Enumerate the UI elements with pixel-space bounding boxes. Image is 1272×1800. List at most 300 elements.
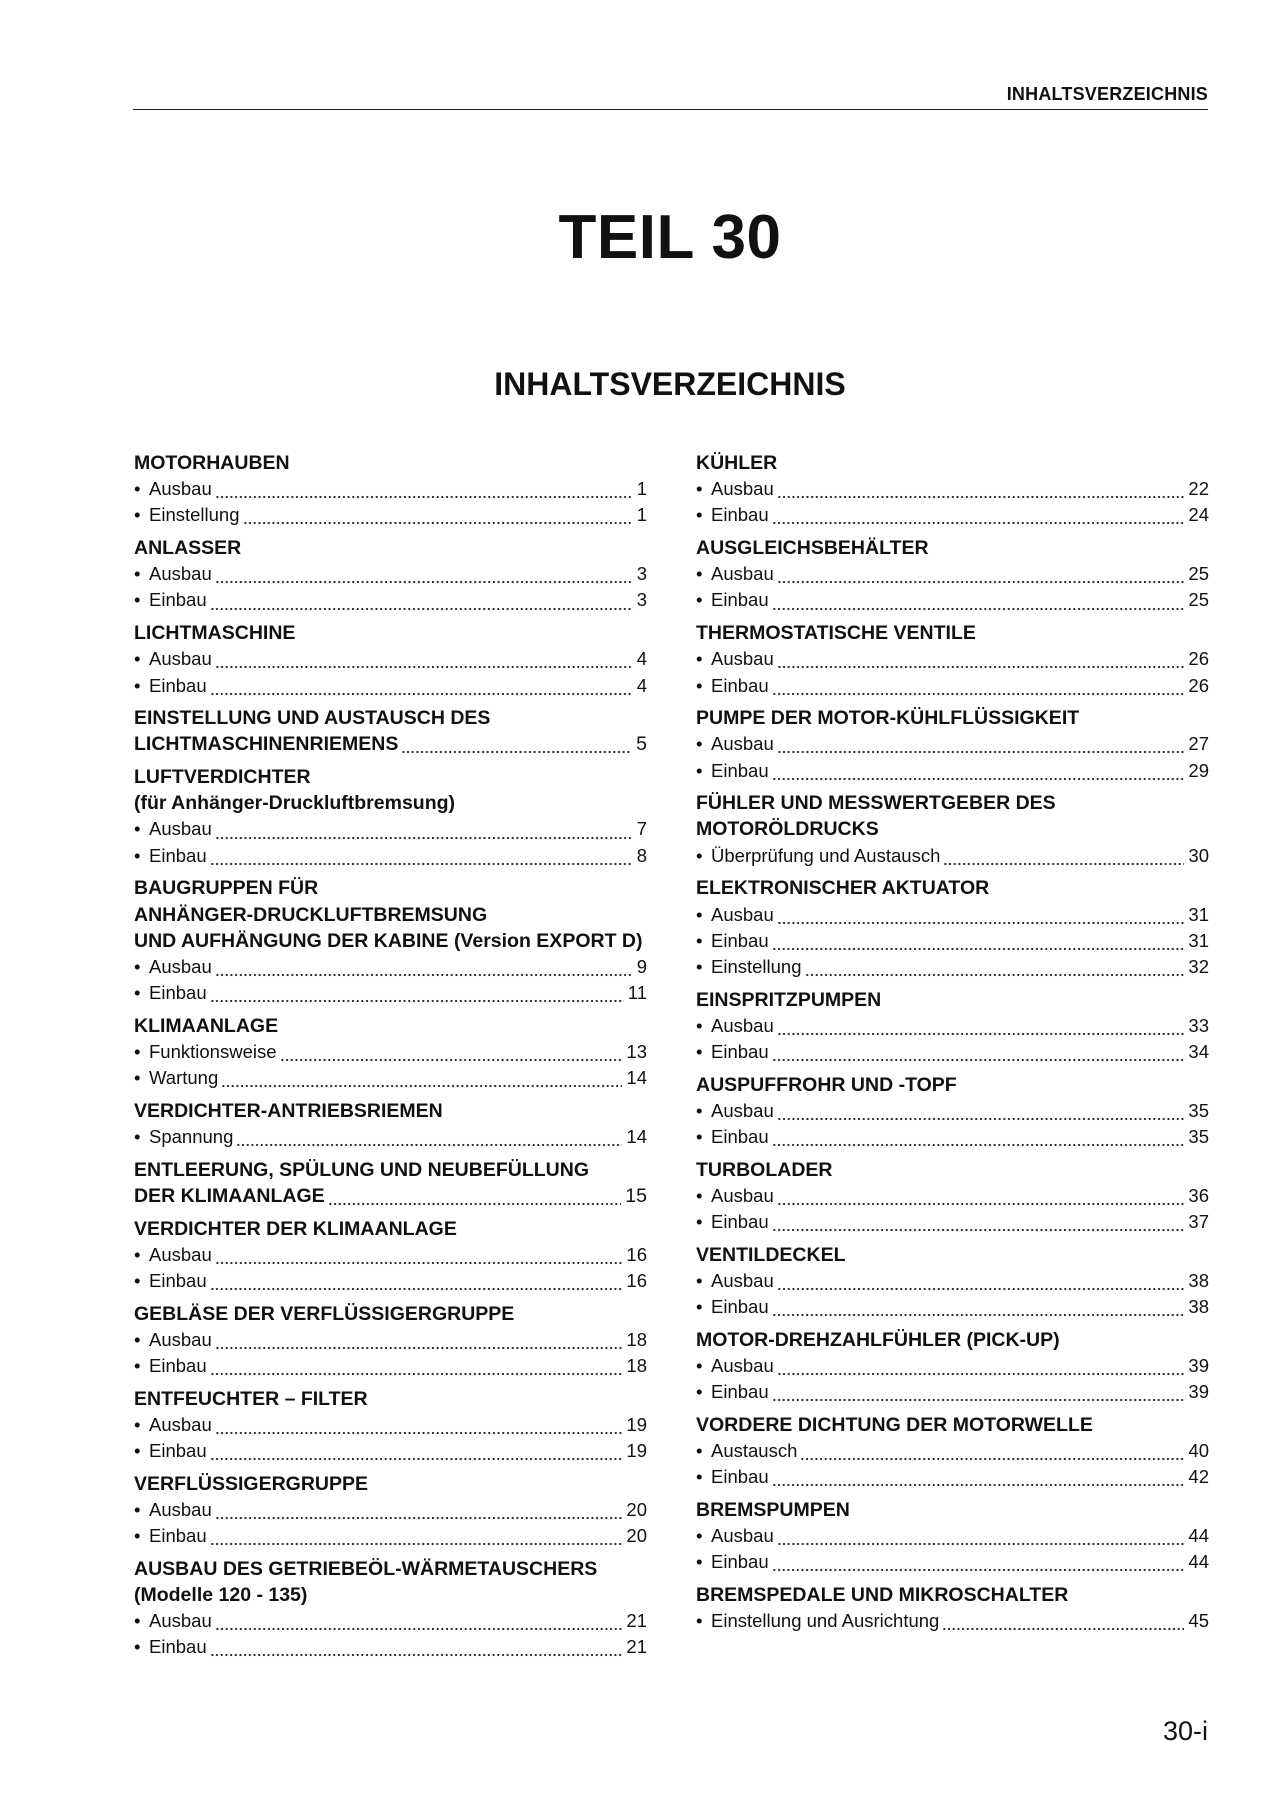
- toc-section: [134, 620, 647, 699]
- dot-leader: [215, 1253, 623, 1265]
- heading-text[interactable]: UND AUFHÄNGUNG DER KABINE (Version EXPORT D): [134, 929, 643, 952]
- page-number[interactable]: 16: [626, 1243, 647, 1265]
- entry-label[interactable]: Einbau: [711, 1466, 769, 1488]
- toc-entry[interactable]: [134, 1523, 647, 1549]
- entry-label[interactable]: Ausbau: [711, 1099, 774, 1121]
- toc-entry[interactable]: [134, 1268, 647, 1294]
- bullet-icon: •: [696, 955, 703, 977]
- heading-text[interactable]: AUSGLEICHSBEHÄLTER: [696, 537, 929, 560]
- entry-label[interactable]: Einbau: [711, 504, 769, 526]
- toc-entry[interactable]: [696, 928, 1209, 954]
- toc-section-heading: [134, 1216, 647, 1242]
- toc-entry[interactable]: [696, 1183, 1209, 1209]
- entry-label[interactable]: Ausbau: [711, 563, 774, 585]
- dot-leader: [280, 1050, 623, 1062]
- heading-text[interactable]: PUMPE DER MOTOR-KÜHLFLÜSSIGKEIT: [696, 707, 1080, 730]
- toc-entry[interactable]: [134, 1124, 647, 1150]
- entry-label[interactable]: Ausbau: [711, 1355, 774, 1376]
- entry-label[interactable]: Einbau: [711, 1296, 769, 1318]
- toc-section: [134, 1216, 647, 1295]
- toc-entry[interactable]: [696, 954, 1209, 980]
- heading-text[interactable]: DER KLIMAANLAGE: [134, 1184, 325, 1207]
- entry-label[interactable]: Einbau: [149, 1440, 207, 1462]
- bullet-icon: •: [134, 1525, 141, 1547]
- dot-leader: [805, 965, 1185, 977]
- toc-entry[interactable]: [134, 1039, 647, 1065]
- bullet-icon: •: [134, 1440, 141, 1462]
- page-number[interactable]: 31: [1188, 903, 1209, 925]
- page-number[interactable]: 8: [636, 844, 647, 866]
- toc-entry[interactable]: [696, 1464, 1209, 1490]
- bullet-icon: •: [696, 1466, 703, 1488]
- entry-label[interactable]: Ausbau: [711, 733, 774, 755]
- toc-entry[interactable]: [134, 1634, 647, 1660]
- dot-leader: [210, 1534, 623, 1546]
- heading-text[interactable]: AUSPUFFROHR UND -TOPF: [696, 1073, 957, 1096]
- entry-label[interactable]: Einstellung: [711, 955, 802, 977]
- bullet-icon: •: [696, 563, 703, 585]
- entry-label[interactable]: Ausbau: [149, 1328, 212, 1350]
- entry-label[interactable]: Ausbau: [711, 478, 774, 500]
- toc-section-heading: [696, 535, 1209, 561]
- heading-text[interactable]: ANHÄNGER-DRUCKLUFTBREMSUNG: [134, 903, 488, 926]
- toc-section: [696, 1497, 1209, 1576]
- entry-label[interactable]: Einbau: [149, 1269, 207, 1291]
- heading-text[interactable]: KLIMAANLAGE: [134, 1014, 279, 1037]
- bullet-icon: •: [696, 929, 703, 951]
- entry-label[interactable]: Ausbau: [149, 1243, 212, 1265]
- toc-section: [696, 1072, 1209, 1151]
- page-number[interactable]: 26: [1188, 674, 1209, 696]
- part-title: TEIL 30: [558, 203, 782, 272]
- heading-text[interactable]: LICHTMASCHINENRIEMENS: [134, 733, 399, 756]
- bullet-icon: •: [134, 1610, 141, 1632]
- dot-leader: [777, 742, 1185, 754]
- dot-leader: [215, 1423, 623, 1435]
- page-number[interactable]: 3: [636, 589, 647, 611]
- page-number[interactable]: 19: [626, 1413, 647, 1435]
- dot-leader: [401, 742, 632, 754]
- entry-label[interactable]: Funktionsweise: [149, 1040, 277, 1062]
- page-number[interactable]: 33: [1188, 1014, 1209, 1036]
- dot-leader: [221, 1076, 622, 1088]
- page-number[interactable]: 34: [1188, 1040, 1209, 1062]
- toc-section: [696, 705, 1209, 784]
- toc-section: [696, 790, 1209, 869]
- toc-entry[interactable]: [696, 902, 1209, 928]
- bullet-icon: •: [134, 1636, 141, 1658]
- heading-text[interactable]: EINSPRITZPUMPEN: [696, 988, 882, 1011]
- entry-label[interactable]: Einbau: [711, 1381, 769, 1403]
- heading-text[interactable]: MOTOR-DREHZAHLFÜHLER (PICK-UP): [696, 1328, 1060, 1351]
- toc-section-heading: [696, 1497, 1209, 1523]
- dot-leader: [772, 1390, 1185, 1402]
- toc-section: [134, 1301, 647, 1380]
- dot-leader: [772, 1560, 1185, 1572]
- heading-text[interactable]: ANLASSER: [134, 537, 242, 560]
- toc-section-heading: [696, 1157, 1209, 1183]
- heading-text[interactable]: BREMSPUMPEN: [696, 1498, 850, 1521]
- toc-section-heading: [134, 1301, 647, 1327]
- toc-entry[interactable]: [696, 843, 1209, 869]
- page-number[interactable]: 3: [636, 563, 647, 585]
- toc-section: [696, 875, 1209, 980]
- page-number[interactable]: 38: [1188, 1296, 1209, 1318]
- dot-leader: [777, 487, 1185, 499]
- toc-entry[interactable]: [134, 502, 647, 528]
- page-number[interactable]: 31: [1188, 929, 1209, 951]
- toc-entry[interactable]: [134, 1608, 647, 1634]
- toc-section: [134, 1013, 647, 1092]
- bullet-icon: •: [134, 1126, 141, 1147]
- toc-entry[interactable]: [134, 673, 647, 699]
- entry-label[interactable]: Spannung: [149, 1126, 234, 1147]
- dot-leader: [777, 1364, 1185, 1376]
- toc-section-heading: [696, 790, 1209, 816]
- entry-label[interactable]: Einbau: [149, 982, 207, 1004]
- dot-leader: [777, 1194, 1185, 1206]
- entry-label[interactable]: Einstellung: [149, 504, 240, 526]
- toc-entry[interactable]: [696, 1294, 1209, 1320]
- heading-text[interactable]: VORDERE DICHTUNG DER MOTORWELLE: [696, 1413, 1093, 1436]
- page-number[interactable]: 25: [1188, 563, 1209, 585]
- dot-leader: [777, 572, 1185, 584]
- toc-section-heading: [134, 450, 647, 476]
- entry-label[interactable]: Einbau: [711, 929, 769, 951]
- toc-entry[interactable]: [696, 731, 1209, 757]
- heading-text[interactable]: KÜHLER: [696, 452, 778, 474]
- page-number[interactable]: 16: [626, 1269, 647, 1291]
- dot-leader: [777, 1024, 1185, 1036]
- bullet-icon: •: [696, 1211, 703, 1233]
- page-number[interactable]: 37: [1188, 1211, 1209, 1233]
- toc-entry[interactable]: [134, 587, 647, 613]
- entry-label[interactable]: Ausbau: [711, 903, 774, 925]
- page-number[interactable]: 45: [1188, 1610, 1209, 1632]
- entry-label[interactable]: Ausbau: [711, 1525, 774, 1547]
- page-number[interactable]: 42: [1188, 1466, 1209, 1488]
- toc-section: [696, 535, 1209, 614]
- toc-section-heading: [134, 1013, 647, 1039]
- bullet-icon: •: [696, 504, 703, 526]
- page-number[interactable]: 7: [636, 818, 647, 840]
- toc-section: [696, 1242, 1209, 1321]
- toc-section-heading: [696, 450, 1209, 476]
- toc-section-heading: [696, 987, 1209, 1013]
- heading-text[interactable]: MOTORÖLDRUCKS: [696, 818, 879, 841]
- bullet-icon: •: [134, 1067, 141, 1089]
- toc-section-heading: [696, 620, 1209, 646]
- entry-label[interactable]: Austausch: [711, 1440, 798, 1462]
- dot-leader: [210, 1645, 623, 1657]
- heading-text[interactable]: LUFTVERDICHTER: [134, 766, 311, 789]
- page-number[interactable]: 35: [1188, 1126, 1209, 1147]
- page-number[interactable]: 35: [1188, 1099, 1209, 1121]
- entry-label[interactable]: Ausbau: [711, 648, 774, 670]
- heading-text[interactable]: EINSTELLUNG UND AUSTAUSCH DES: [134, 707, 491, 730]
- toc-entry[interactable]: [134, 1353, 647, 1379]
- bullet-icon: •: [134, 1040, 141, 1062]
- entry-label[interactable]: Einbau: [149, 589, 207, 611]
- toc-entry[interactable]: [134, 561, 647, 587]
- toc-entry[interactable]: [134, 1327, 647, 1353]
- dot-leader: [772, 769, 1185, 781]
- page-number[interactable]: 26: [1188, 648, 1209, 670]
- heading-text[interactable]: ELEKTRONISCHER AKTUATOR: [696, 877, 990, 900]
- dot-leader: [777, 1109, 1185, 1121]
- heading-text[interactable]: ENTFEUCHTER – FILTER: [134, 1387, 368, 1410]
- bullet-icon: •: [134, 1328, 141, 1350]
- page-number[interactable]: 21: [626, 1610, 647, 1632]
- toc-section: [134, 764, 647, 869]
- page-number[interactable]: 18: [626, 1328, 647, 1350]
- page-number[interactable]: 38: [1188, 1269, 1209, 1291]
- toc-entry[interactable]: [134, 476, 647, 502]
- entry-label[interactable]: Ausbau: [149, 1610, 212, 1632]
- toc-entry[interactable]: [696, 1549, 1209, 1575]
- page-number[interactable]: 27: [1188, 733, 1209, 755]
- bullet-icon: •: [134, 589, 141, 611]
- page-number[interactable]: 9: [636, 955, 647, 977]
- dot-leader: [772, 939, 1185, 951]
- toc-section-heading: [134, 1098, 647, 1124]
- toc-entry[interactable]: [134, 1242, 647, 1268]
- dot-leader: [943, 854, 1184, 866]
- toc-entry[interactable]: [696, 1438, 1209, 1464]
- dot-leader: [772, 1475, 1185, 1487]
- toc-section-heading: [696, 1242, 1209, 1268]
- dot-leader: [210, 1449, 623, 1461]
- toc-entry[interactable]: [696, 1209, 1209, 1235]
- entry-label[interactable]: Ausbau: [149, 955, 212, 977]
- toc-section-heading: [134, 902, 647, 928]
- bullet-icon: •: [134, 982, 141, 1004]
- page-number[interactable]: 39: [1188, 1381, 1209, 1403]
- heading-text[interactable]: ENTLEERUNG, SPÜLUNG UND NEUBEFÜLLUNG: [134, 1158, 590, 1181]
- toc-entry[interactable]: [134, 1412, 647, 1438]
- toc-section: [134, 1098, 647, 1150]
- entry-label[interactable]: Einbau: [149, 1525, 207, 1547]
- page-number[interactable]: 5: [636, 733, 647, 756]
- toc-section: [696, 620, 1209, 699]
- bullet-icon: •: [134, 1269, 141, 1291]
- entry-label[interactable]: Einbau: [149, 844, 207, 866]
- toc-section-heading: [134, 1183, 647, 1209]
- entry-label[interactable]: Ausbau: [149, 648, 212, 670]
- page-number[interactable]: 24: [1188, 504, 1209, 526]
- dot-leader: [772, 1220, 1185, 1232]
- bullet-icon: •: [134, 563, 141, 585]
- bullet-icon: •: [696, 1551, 703, 1573]
- page-number[interactable]: 44: [1188, 1525, 1209, 1547]
- bullet-icon: •: [134, 478, 141, 500]
- page-number[interactable]: 19: [626, 1440, 647, 1462]
- toc-entry[interactable]: [134, 646, 647, 672]
- page-number[interactable]: 39: [1188, 1355, 1209, 1376]
- entry-label[interactable]: Einstellung und Ausrichtung: [711, 1610, 940, 1632]
- toc-section-heading: [696, 816, 1209, 842]
- bullet-icon: •: [134, 1355, 141, 1376]
- toc-section-heading: [134, 731, 647, 757]
- dot-leader: [800, 1449, 1184, 1461]
- toc-entry[interactable]: [696, 1353, 1209, 1379]
- page-number[interactable]: 20: [626, 1525, 647, 1547]
- page-number[interactable]: 25: [1188, 589, 1209, 611]
- heading-text[interactable]: THERMOSTATISCHE VENTILE: [696, 622, 976, 645]
- entry-label[interactable]: Einbau: [149, 1355, 207, 1376]
- toc-entry[interactable]: [696, 758, 1209, 784]
- entry-label[interactable]: Einbau: [711, 1551, 769, 1573]
- bullet-icon: •: [134, 955, 141, 977]
- bullet-icon: •: [696, 759, 703, 781]
- entry-label[interactable]: Überprüfung und Austausch: [711, 844, 941, 866]
- page-number[interactable]: 18: [626, 1355, 647, 1376]
- toc-entry[interactable]: [134, 843, 647, 869]
- dot-leader: [243, 513, 633, 525]
- page-number[interactable]: 29: [1188, 759, 1209, 781]
- bullet-icon: •: [696, 1355, 703, 1376]
- heading-text[interactable]: VERDICHTER-ANTRIEBSRIEMEN: [134, 1099, 443, 1122]
- page-number[interactable]: 1: [636, 478, 647, 500]
- heading-text[interactable]: BAUGRUPPEN FÜR: [134, 877, 319, 900]
- toc-entry[interactable]: [134, 1438, 647, 1464]
- bullet-icon: •: [696, 1610, 703, 1632]
- page-number[interactable]: 14: [626, 1067, 647, 1089]
- entry-label[interactable]: Ausbau: [149, 818, 212, 840]
- heading-text[interactable]: (für Anhänger-Druckluftbremsung): [134, 792, 456, 815]
- page-number[interactable]: 1: [636, 504, 647, 526]
- page-number[interactable]: 20: [626, 1498, 647, 1520]
- toc-section: [134, 450, 647, 529]
- entry-label[interactable]: Einbau: [711, 589, 769, 611]
- toc-section-heading: [134, 764, 647, 790]
- bullet-icon: •: [696, 478, 703, 500]
- bullet-icon: •: [134, 1243, 141, 1265]
- page-number: 30-i: [1162, 1716, 1208, 1746]
- page-number[interactable]: 14: [626, 1126, 647, 1147]
- toc-entry[interactable]: [696, 561, 1209, 587]
- toc-entry[interactable]: [134, 954, 647, 980]
- heading-text[interactable]: MOTORHAUBEN: [134, 452, 290, 474]
- bullet-icon: •: [696, 589, 703, 611]
- heading-text[interactable]: FÜHLER UND MESSWERTGEBER DES: [696, 792, 1056, 815]
- page-number[interactable]: 36: [1188, 1184, 1209, 1206]
- bullet-icon: •: [134, 844, 141, 866]
- heading-text[interactable]: VERFLÜSSIGERGRUPPE: [134, 1472, 369, 1495]
- heading-text[interactable]: VERDICHTER DER KLIMAANLAGE: [134, 1217, 457, 1240]
- toc-entry[interactable]: [134, 1065, 647, 1091]
- toc-entry[interactable]: [696, 1523, 1209, 1549]
- toc-entry[interactable]: [696, 1124, 1209, 1150]
- entry-label[interactable]: Einbau: [711, 1040, 769, 1062]
- toc-entry[interactable]: [696, 1268, 1209, 1294]
- entry-label[interactable]: Ausbau: [149, 478, 212, 500]
- entry-label[interactable]: Einbau: [149, 1636, 207, 1658]
- entry-label[interactable]: Ausbau: [149, 563, 212, 585]
- toc-entry[interactable]: [696, 476, 1209, 502]
- dot-leader: [215, 1619, 623, 1631]
- toc-entry[interactable]: [696, 587, 1209, 613]
- bullet-icon: •: [696, 1296, 703, 1318]
- toc-entry[interactable]: [696, 1608, 1209, 1634]
- entry-label[interactable]: Ausbau: [711, 1269, 774, 1291]
- heading-text[interactable]: TURBOLADER: [696, 1158, 833, 1181]
- bullet-icon: •: [696, 1099, 703, 1121]
- toc-entry[interactable]: [134, 980, 647, 1006]
- toc-section: [696, 1157, 1209, 1236]
- page-number[interactable]: 44: [1188, 1551, 1209, 1573]
- entry-label[interactable]: Ausbau: [149, 1498, 212, 1520]
- toc-entry[interactable]: [134, 816, 647, 842]
- toc-entry[interactable]: [696, 1039, 1209, 1065]
- toc-entry[interactable]: [696, 673, 1209, 699]
- toc-entry[interactable]: [134, 1497, 647, 1523]
- dot-leader: [942, 1619, 1184, 1631]
- dot-leader: [215, 487, 633, 499]
- toc-section-heading: [134, 535, 647, 561]
- heading-text[interactable]: BREMSPEDALE UND MIKROSCHALTER: [696, 1584, 1069, 1606]
- entry-label[interactable]: Einbau: [711, 674, 769, 696]
- toc-entry[interactable]: [696, 1098, 1209, 1124]
- page-number[interactable]: 15: [625, 1184, 647, 1207]
- dot-leader: [777, 1534, 1185, 1546]
- dot-leader: [777, 913, 1185, 925]
- entry-label[interactable]: Ausbau: [711, 1184, 774, 1206]
- page-number[interactable]: 4: [636, 648, 647, 670]
- page-number[interactable]: 22: [1188, 478, 1209, 500]
- toc-entry[interactable]: [696, 1379, 1209, 1405]
- dot-leader: [215, 1508, 623, 1520]
- heading-text[interactable]: (Modelle 120 - 135): [134, 1584, 308, 1606]
- toc-section-heading: [134, 1582, 647, 1608]
- bullet-icon: •: [696, 844, 703, 866]
- page-number[interactable]: 40: [1188, 1440, 1209, 1462]
- toc-section-heading: [134, 1556, 647, 1582]
- page-number[interactable]: 4: [636, 674, 647, 696]
- heading-text[interactable]: GEBLÄSE DER VERFLÜSSIGERGRUPPE: [134, 1302, 515, 1325]
- running-header: INHALTSVERZEICHNIS: [1006, 84, 1208, 104]
- heading-text[interactable]: AUSBAU DES GETRIEBEÖL-WÄRMETAUSCHERS: [134, 1557, 598, 1580]
- bullet-icon: •: [696, 1040, 703, 1062]
- page-number[interactable]: 21: [626, 1636, 647, 1658]
- bullet-icon: •: [696, 1440, 703, 1462]
- entry-label[interactable]: Einbau: [711, 1211, 769, 1233]
- page-number[interactable]: 13: [626, 1040, 647, 1062]
- entry-label[interactable]: Einbau: [149, 674, 207, 696]
- page-number[interactable]: 30: [1188, 844, 1209, 866]
- bullet-icon: •: [696, 1126, 703, 1147]
- toc-entry[interactable]: [696, 1013, 1209, 1039]
- dot-leader: [210, 684, 633, 696]
- dot-leader: [772, 1050, 1185, 1062]
- toc-entry[interactable]: [696, 502, 1209, 528]
- page-number[interactable]: 32: [1188, 955, 1209, 977]
- entry-label[interactable]: Wartung: [149, 1067, 219, 1089]
- bullet-icon: •: [696, 1525, 703, 1547]
- toc-entry[interactable]: [696, 646, 1209, 672]
- entry-label[interactable]: Ausbau: [711, 1014, 774, 1036]
- page-number[interactable]: 11: [627, 982, 647, 1004]
- toc-section: [696, 450, 1209, 529]
- bullet-icon: •: [696, 1269, 703, 1291]
- dot-leader: [210, 854, 633, 866]
- entry-label[interactable]: Einbau: [711, 1126, 769, 1147]
- bullet-icon: •: [696, 674, 703, 696]
- entry-label[interactable]: Ausbau: [149, 1413, 212, 1435]
- heading-text[interactable]: LICHTMASCHINE: [134, 622, 296, 645]
- entry-label[interactable]: Einbau: [711, 759, 769, 781]
- heading-text[interactable]: VENTILDECKEL: [696, 1243, 846, 1266]
